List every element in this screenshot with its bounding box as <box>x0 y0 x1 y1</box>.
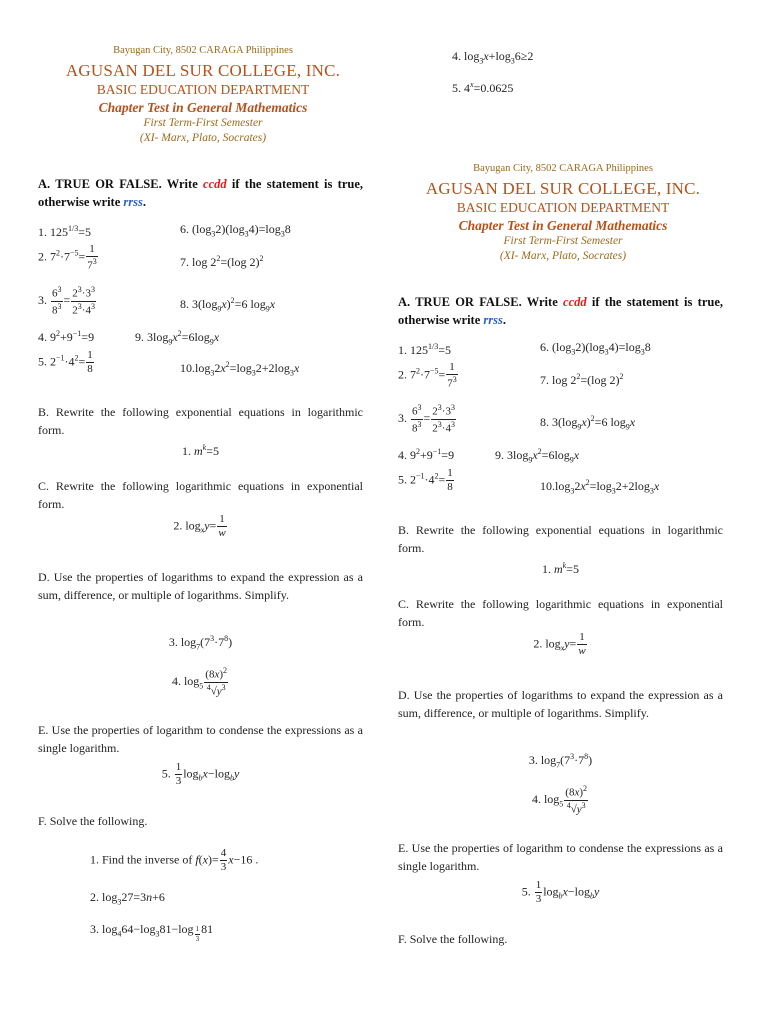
part-a-item-5: 5. $2^{-1}\cdot 4^2=$ $\frac{1}{8}$ <box>398 467 453 493</box>
part-d-item-4: 4. $\log_5$ $\frac{(8x)^2}{^4√y^3}$ <box>171 666 228 698</box>
college-name: AGUSAN DEL SUR COLLEGE, INC. <box>425 179 701 198</box>
true-word: ccdd <box>203 177 227 191</box>
part-a-title: A. TRUE OR FALSE. Write ccdd if the statement is true, otherwise write rrss. <box>398 295 723 328</box>
department-name: BASIC EDUCATION DEPARTMENT <box>456 200 670 215</box>
part-f-instructions: F. Solve the following. <box>38 814 148 828</box>
part-f-instructions: F. Solve the following. <box>398 932 508 946</box>
school-city: Bayugan City, 8502 CARAGA Philippines <box>113 45 293 56</box>
part-a-item-6: 6. $(\log_32)(\log_34)=\log_38$ <box>180 222 291 239</box>
part-c-item-2: 2. $\log_xy=$ $\frac{1}{w}$ <box>173 513 226 539</box>
part-a-item-7: 7. $\log 2^2=(\log$ 2)$^2$ <box>180 254 264 269</box>
part-b-item-1: 1. $m^k=5$ <box>181 443 219 458</box>
part-e-item-5: 5. $\frac{1}{3}$ $\log_bx-\log_by$ <box>161 761 240 787</box>
part-f-item-3: 3. $\log_464-\log_381-\log$ $_{\frac{1}{3}}$ 81 <box>90 922 214 944</box>
false-word: rrss <box>483 313 503 328</box>
part-b-item-1: 1. $m^k=5$ <box>541 561 579 576</box>
part-a-item-3: 3. $\frac{6^3}{8^3}$ = $\frac{2^3\cdot 3^3}{2^3\cdot 4^3}$ <box>38 285 95 317</box>
part-b-instructions: B. Rewrite the following exponential equations in logarithmic form. <box>38 405 363 437</box>
part-c-item-2: 2. $\log_xy=$ $\frac{1}{w}$ <box>533 631 586 657</box>
part-a-item-9: 9. $3\log_9x^2=6\log_9x$ <box>495 447 580 465</box>
part-a-item-9: 9. $3\log_9x^2=6\log_9x$ <box>135 329 220 347</box>
part-a-item-10: $10.\log_32x^2=\log_32+2\log_3x$ <box>540 478 660 496</box>
sections-label: (XI- Marx, Plato, Socrates) <box>139 132 267 144</box>
part-d-item-3: 3. $\log_7(7^3\cdot 7^8)$ <box>168 634 233 652</box>
part-e-item-5: 5. $\frac{1}{3}$ $\log_bx-\log_by$ <box>521 879 600 905</box>
true-word: ccdd <box>563 295 587 309</box>
part-a-item-6: 6. $(\log_32)(\log_34)=\log_38$ <box>540 340 651 357</box>
part-a-item-3: 3. $\frac{6^3}{8^3}$ = $\frac{2^3\cdot 3^3}{2^3\cdot 4^3}$ <box>398 403 455 435</box>
term-label: First Term-First Semester <box>503 235 623 247</box>
part-f-item-1: 1. Find the inverse of f(x)= $\frac{4}{3}$ x−16 . <box>90 847 259 873</box>
department-name: BASIC EDUCATION DEPARTMENT <box>96 82 310 97</box>
part-b-instructions: B. Rewrite the following exponential equations in logarithmic form. <box>398 523 723 555</box>
part-a-item-2: 2. $7^2\cdot 7^{-5}=$ $\frac{1}{7^3}$ <box>38 243 97 272</box>
part-a-item-1: 1. $125^{1/3}=5$ <box>398 342 452 357</box>
part-a-item-8: 8. $3(\log_9x)^2=6$ $\log_9x$ <box>180 296 276 314</box>
part-a-item-10: $10.\log_32x^2=\log_32+2\log_3x$ <box>180 360 300 378</box>
part-f-item-5: 5. $4^x=0.0625$ <box>452 80 514 95</box>
false-word: rrss <box>123 195 143 210</box>
chapter-title: Chapter Test in General Mathematics <box>458 218 668 233</box>
part-d-instructions: D. Use the properties of logarithms to expand the expression as a sum, difference, or multiple of logarithms. Simplify. <box>38 570 363 602</box>
sections-label: (XI- Marx, Plato, Socrates) <box>499 250 627 262</box>
part-a-item-4: 4. $9^2+9^{-1}=9$ <box>398 447 455 462</box>
part-d-instructions: D. Use the properties of logarithms to expand the expression as a sum, difference, or multiple of logarithms. Simplify. <box>398 688 723 720</box>
part-f-item-4: 4. $\log_3x+\log_36\ge 2$ <box>452 49 534 66</box>
part-a-item-2: 2. $7^2\cdot 7^{-5}=$ $\frac{1}{7^3}$ <box>398 361 457 390</box>
part-a-item-7: 7. $\log 2^2=(\log$ 2)$^2$ <box>540 372 624 387</box>
part-a-item-5: 5. $2^{-1}\cdot 4^2=$ $\frac{1}{8}$ <box>38 349 93 375</box>
part-e-instructions: E. Use the properties of logarithm to condense the expressions as a single logarithm. <box>38 723 363 755</box>
chapter-title: Chapter Test in General Mathematics <box>98 100 308 115</box>
part-c-instructions: C. Rewrite the following logarithmic equations in exponential form. <box>38 479 363 511</box>
college-name: AGUSAN DEL SUR COLLEGE, INC. <box>65 61 341 80</box>
part-f-item-2: 2. $\log_327=3n+6$ <box>90 890 165 907</box>
part-e-instructions: E. Use the properties of logarithm to condense the expressions as a single logarithm. <box>398 841 723 873</box>
term-label: First Term-First Semester <box>143 117 263 129</box>
part-a-item-1: 1. $125^{1/3}=5$ <box>38 224 92 239</box>
part-c-instructions: C. Rewrite the following logarithmic equations in exponential form. <box>398 597 723 629</box>
school-city: Bayugan City, 8502 CARAGA Philippines <box>473 163 653 174</box>
part-a-title: A. TRUE OR FALSE. Write ccdd if the statement is true, otherwise write rrss. <box>38 177 363 210</box>
part-a-item-8: 8. $3(\log_9x)^2=6$ $\log_9x$ <box>540 414 636 432</box>
part-d-item-4: 4. $\log_5$ $\frac{(8x)^2}{^4√y^3}$ <box>531 784 588 816</box>
part-d-item-3: 3. $\log_7(7^3\cdot 7^8)$ <box>528 752 593 770</box>
part-a-item-4: 4. $9^2+9^{-1}=9$ <box>38 329 95 344</box>
